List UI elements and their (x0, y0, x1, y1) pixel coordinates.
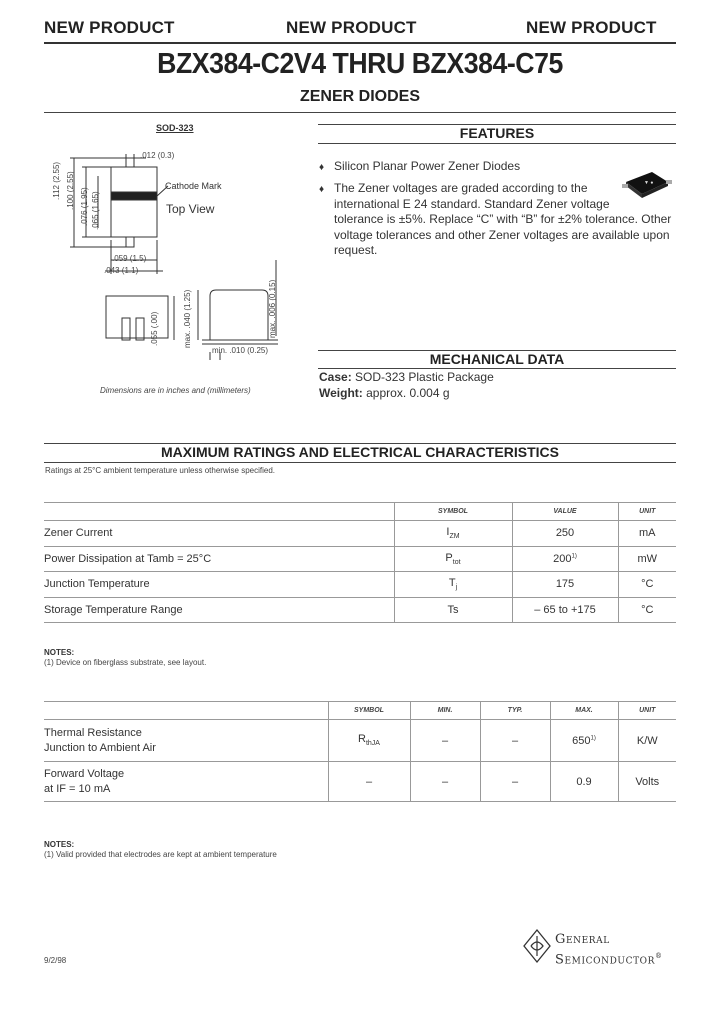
characteristics-table (44, 701, 676, 802)
svg-text:▼ ●: ▼ ● (644, 180, 654, 186)
table-header-row: SYMBOL MIN. TYP. MAX. UNIT (44, 702, 676, 720)
cathode-mark-label: Cathode Mark (165, 181, 222, 191)
dimensions-note: Dimensions are in inches and (millimeters) (100, 386, 251, 395)
lead-bottom (126, 237, 134, 247)
table-row: Power Dissipation at Tamb = 25°C $P_{tot}$ 200$^{1)}$ mW (44, 546, 676, 572)
ratings-rule-bottom (44, 462, 676, 463)
cathode-band (111, 192, 157, 200)
ratings-table (44, 502, 676, 623)
dim-100: .100 (2.55) (66, 171, 75, 210)
banner-center: NEW PRODUCT (286, 18, 417, 37)
table-row: Junction Temperature $T_j$ 175 °C (44, 572, 676, 598)
package-body-top-view (111, 167, 157, 237)
dim-076: .076 (1.95) (80, 187, 89, 226)
feature-item-1: Silicon Planar Power Zener Diodes (334, 159, 521, 173)
table-row: Thermal Resistance Junction to Ambient Air $R_{thJA}$ – – 650$^{1)}$ K/W (44, 720, 676, 762)
bullet-diamond-icon: ♦ (319, 184, 325, 195)
feature-item-2: The Zener voltages are graded according to the international E 24 standard. Standard Zener voltage tolerance is ±5%. Replace “C” with “B” for ±2% tolerance. Other voltage tolerances and other Zener voltages are available upon request. (334, 181, 672, 257)
ratings-notes-heading: NOTES: (44, 648, 75, 657)
banner-left: NEW PRODUCT (44, 18, 175, 37)
dim-max040: max. .040 (1.25) (183, 289, 192, 348)
col-symbol: SYMBOL (394, 503, 512, 521)
col-value: VALUE (512, 503, 618, 521)
dim-059: .059 (1.5) (112, 254, 147, 263)
dim-010: min. .010 (0.25) (212, 346, 269, 355)
table-header-row (44, 503, 676, 521)
features-heading: FEATURES (459, 125, 535, 141)
dim-065: .065 (1.65) (91, 191, 100, 230)
page-title: BZX384-C2V4 THRU BZX384-C75 (157, 48, 563, 80)
package-name: SOD-323 (156, 123, 194, 133)
top-view-label: Top View (166, 202, 215, 216)
package-drawing (60, 140, 300, 380)
mechanical-heading: MECHANICAL DATA (429, 351, 565, 367)
banner-rule (44, 42, 676, 44)
dim-012: .012 (0.3) (140, 151, 175, 160)
general-semiconductor-logo-icon (522, 928, 552, 964)
features-rule-bottom (318, 143, 676, 144)
banner-right: NEW PRODUCT (526, 18, 657, 37)
table-row: Zener Current $I_{ZM}$ 250 mA (44, 521, 676, 547)
col-unit: UNIT (618, 503, 676, 521)
case-line: Case: SOD-323 Plastic Package (319, 370, 494, 384)
weight-line: Weight: approx. 0.004 g (319, 386, 450, 400)
date-stamp: 9/2/98 (44, 956, 67, 965)
dim-043: .043 (1.1) (104, 266, 139, 275)
table-row: Forward Voltage at IF = 10 mA – – – 0.9 Volts (44, 762, 676, 802)
characteristics-notes: (1) Valid provided that electrodes are kept at ambient temperature (44, 850, 277, 859)
page-subtitle: ZENER DIODES (299, 88, 420, 105)
dim-112: .112 (2.55) (52, 161, 61, 200)
bullet-diamond-icon: ♦ (319, 162, 325, 173)
dim-006: max. .006 (0.15) (268, 279, 277, 338)
title-rule (44, 112, 676, 113)
characteristics-notes-heading: NOTES: (44, 840, 75, 849)
dim-side: .055 (.00) (150, 311, 159, 346)
logo-text: General Semiconductor® (555, 932, 663, 968)
ratings-notes: (1) Device on fiberglass substrate, see layout. (44, 658, 207, 667)
ratings-heading: MAXIMUM RATINGS AND ELECTRICAL CHARACTERISTICS (161, 444, 559, 460)
ratings-note: Ratings at 25°C ambient temperature unless otherwise specified. (45, 466, 275, 475)
table-row: Storage Temperature Range Ts – 65 to +175 °C (44, 597, 676, 623)
lead-top (126, 158, 134, 167)
package-photo (622, 166, 672, 202)
